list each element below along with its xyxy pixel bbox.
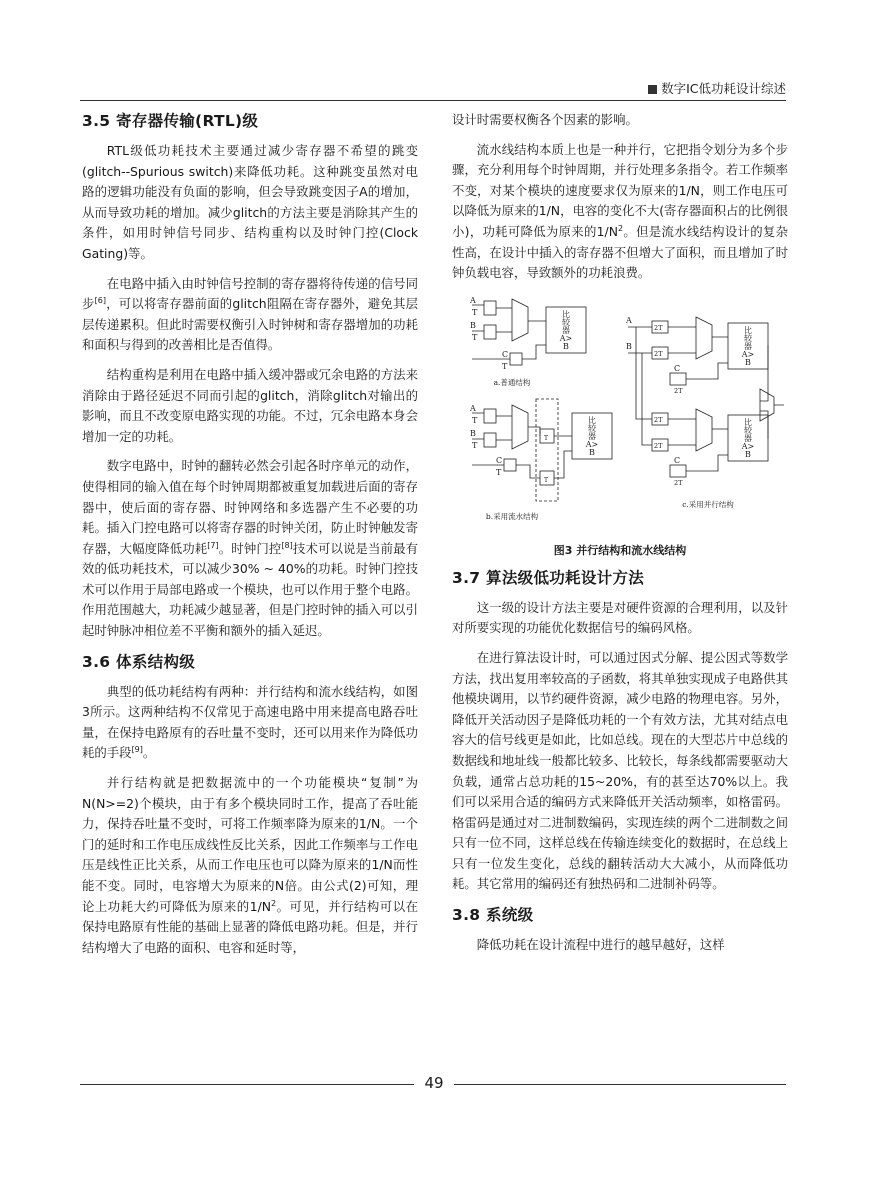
right-column [452, 110, 788, 965]
citation: [9] [131, 745, 143, 755]
signal-label: B [626, 341, 632, 351]
comparator-label: A> [741, 349, 755, 359]
paragraph: 在电路中插入由时钟信号控制的寄存器将待传递的信号同步[6]，可以将寄存器前面的glitch阻隔在寄存器外，避免其层层传递累积。但此时需要权衡引入时钟树和寄存器增加的功耗和面积与得到的改善相比是否值得。 [82, 275, 419, 353]
left-column [82, 110, 418, 967]
subfig-label: b.采用流水结构 [485, 511, 539, 521]
signal-label: T [472, 307, 478, 317]
comparator-label: 比 [744, 417, 752, 427]
signal-label: T [472, 415, 478, 425]
square-bullet-icon [648, 85, 657, 94]
comparator-label: 较 [588, 423, 596, 433]
paragraph: 数字电路中，时钟的翻转必然会引起各时序单元的动作，使得相同的输入值在每个时钟周期都被重复加载进后面的寄存器中，使后面的寄存器、时钟网络和多选器产生不必要的功耗。插入门控电路可以将寄存器的时钟关闭，防止时钟触发寄存器，大幅度降低功耗[7]。时钟门控[8]技术可以说是当前最有效的低功耗技术，可以减少30% ~ 40%的功耗。时钟门控技术可以作用于局部电路或一个模块，也可以作用于整个电路。作用范围越大，功耗减少越显著，但是门控时钟的插入可以引起时钟脉冲相位差不平衡和额外的插入延迟。 [82, 458, 419, 639]
comparator-label: 比 [562, 309, 570, 319]
comparator-label: 器 [744, 341, 752, 351]
comparator-label: 较 [562, 317, 570, 327]
paragraph: 典型的低功耗结构有两种：并行结构和流水线结构，如图3所示。这两种结构不仅常见于高速电路中用来提高电路吞吐量，在保持电路原有的吞吐量不变时，还可以用来作为降低功耗的手段[9]。 [82, 683, 418, 761]
signal-label: C [674, 363, 681, 373]
superscript: 2 [618, 223, 624, 233]
signal-label: B [470, 428, 476, 438]
signal-label: A [470, 403, 476, 413]
header-title: 数字IC低功耗设计综述 [648, 79, 786, 97]
comparator-label: 较 [744, 333, 752, 343]
comparator-label: 较 [744, 425, 752, 435]
signal-label: T [502, 361, 508, 371]
signal-label: B [470, 320, 476, 330]
paragraph: RTL级低功耗技术主要通过减少寄存器不希望的跳变(glitch--Spurious switch)来降低功耗。这种跳变虽然对电路的逻辑功能没有负面的影响，但会导致跳变因子A的增加，从而导致功耗的增加。减少glitch的方法主要是消除其产生的条件，如用时钟信号同步、结构重构以及时钟门控(Clock Gating)等。 [82, 143, 418, 261]
subfig-label: c.采用并行结构 [682, 499, 734, 509]
comparator-label: 比 [588, 415, 596, 425]
running-header [80, 77, 786, 101]
figure-caption: 图3 并行结构和流水线结构 [553, 543, 687, 557]
figure-3-diagram [452, 293, 788, 541]
signal-label: T [544, 434, 549, 442]
figure-3 [452, 293, 788, 541]
subfig-a [469, 296, 586, 387]
citation: [7] [207, 540, 219, 550]
signal-label: T [544, 476, 549, 484]
signal-label: 2T [674, 386, 683, 395]
subfig-c [625, 316, 784, 509]
comparator-label: 器 [562, 325, 570, 335]
comparator-label: A> [585, 439, 599, 449]
paragraph: 结构重构是利用在电路中插入缓冲器或冗余电路的方法来消除由于路径延迟不同而引起的glitch，消除glitch对输出的影响，而且不改变原电路实现的功能。不过，冗余电路本身会增加一定的功耗。 [82, 366, 418, 444]
signal-label: 2T [654, 349, 663, 358]
header-rule [80, 100, 786, 101]
section-heading-3-6: 3.6 体系结构级 [82, 652, 196, 671]
paragraph: 在进行算法设计时，可以通过因式分解、提公因式等数学方法，找出复用率较高的子函数，将其单独实现成子电路供其他模块调用，以节约硬件资源，减少电路的物理电容。另外，降低开关活动因子是降低功耗的一个有效方法，尤其对结点电容大的信号线更是如此，比如总线。现在的大型芯片中总线的数据线和地址线一般都比较多、比较长，每条线都需要驱动大负载，通常占总功耗的15~20%，有的甚至达70%以上。我们可以采用合适的编码方式来降低开关活动频率，如格雷码。格雷码是通过对二进制数编码，实现连续的两个二进制数之间只有一位不同，这样总线在传输连续变化的数据时，在总线上只有一位发生变化，总线的翻转活动大大减小，从而降低功耗。其它常用的编码还有独热码和二进制补码等。 [452, 649, 788, 892]
paragraph: 流水线结构本质上也是一种并行，它把指令划分为多个步骤，充分利用每个时钟周期，并行处理多条指令。若工作频率不变，对某个模块的速度要求仅为原来的1/N，则工作电压可以降低为原来的1/N，电容的变化不大(寄存器面积占的比例很小)，功耗可降低为原来的$1/N^2$。但是流水线结构设计的复杂性高，在设计中插入的寄存器不但增大了面积，而且增加了时钟负载电容，导致额外的功耗浪费。 [452, 141, 788, 281]
signal-label: C [674, 455, 681, 465]
comparator-label: B [563, 341, 569, 351]
section-heading-3-5: 3.5 寄存器传输(RTL)级 [82, 112, 259, 130]
signal-label: 2T [654, 323, 663, 332]
page-number: 49 [424, 1074, 444, 1092]
paragraph: 降低功耗在设计流程中进行的越早越好，这样 [476, 937, 725, 953]
superscript: 2 [271, 898, 277, 908]
signal-label: 2T [674, 478, 683, 487]
comparator-label: B [745, 357, 751, 367]
subfig-label: a.普通结构 [493, 377, 531, 387]
signal-label: T [496, 467, 502, 477]
comparator-label: 比 [744, 325, 752, 335]
signal-label: A [470, 295, 476, 305]
signal-label: 2T [654, 415, 663, 424]
comparator-label: A> [559, 333, 573, 343]
paragraph: 并行结构就是把数据流中的一个功能模块“复制”为N(N>=2)个模块，由于有多个模块同时工作，提高了吞吐能力，保持吞吐量不变时，可将工作频率降为原来的1/N。一个门的延时和工作电压成线性反比关系，因此工作频率与工作电压是线性正比关系，从而工作电压也可以降为原来的1/N而性能不变。同时，电容增大为原来的N倍。由公式(2)可知，理论上功耗大约可降低为原来的$1/N^2$。可见，并行结构可以在保持电路原有性能的基础上显著的降低电路功耗。但是，并行结构增大了电路的面积、电容和延时等， [82, 775, 418, 955]
signal-label: T [472, 440, 478, 450]
signal-label: 2T [654, 441, 663, 450]
section-heading-3-7: 3.7 算法级低功耗设计方法 [452, 568, 645, 587]
citation: [6] [94, 296, 106, 306]
footer-rule-right [454, 1084, 786, 1085]
footer-rule-left [80, 1084, 414, 1085]
subfig-b [469, 399, 612, 521]
paragraph: 设计时需要权衡各个因素的影响。 [452, 112, 638, 127]
page-footer [80, 1072, 786, 1096]
comparator-label: B [745, 449, 751, 459]
signal-label: C [502, 349, 509, 359]
comparator-label: 器 [744, 433, 752, 443]
paragraph: 这一级的设计方法主要是对硬件资源的合理利用，以及针对所要实现的功能优化数据信号的编码风格。 [452, 599, 788, 636]
citation: [8] [281, 540, 293, 550]
comparator-label: A> [741, 441, 755, 451]
signal-label: T [472, 332, 478, 342]
section-heading-3-8: 3.8 系统级 [452, 906, 534, 925]
signal-label: C [496, 455, 503, 465]
comparator-label: B [589, 447, 595, 457]
comparator-label: 器 [588, 431, 596, 441]
signal-label: A [626, 315, 632, 325]
